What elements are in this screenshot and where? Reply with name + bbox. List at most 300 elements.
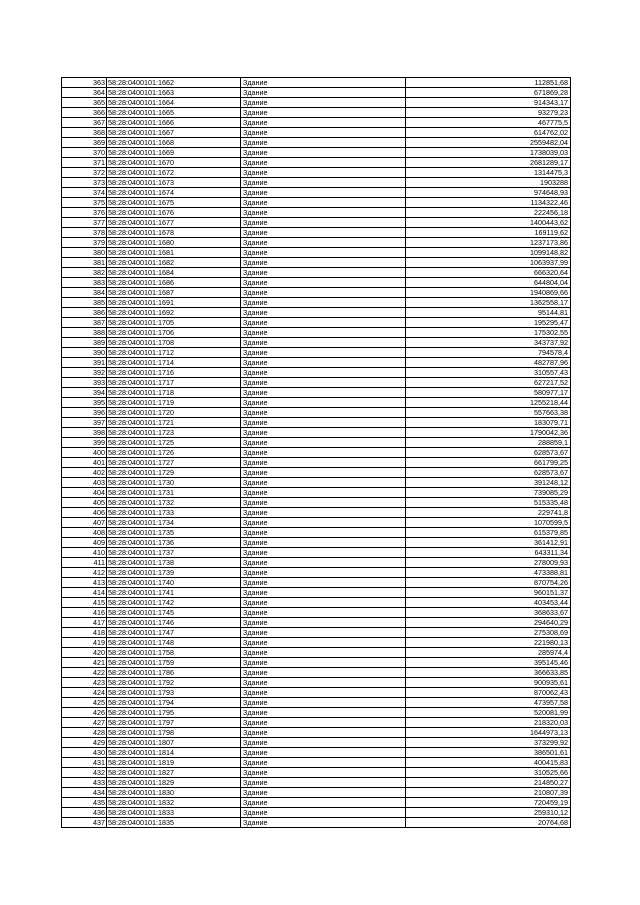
object-type: Здание <box>241 408 406 418</box>
cadastral-number: 58:28:0400101:1795 <box>107 708 241 718</box>
cadastral-number: 58:28:0400101:1682 <box>107 258 241 268</box>
cadastral-value: 2681289,17 <box>406 158 571 168</box>
row-number: 411 <box>62 558 107 568</box>
row-number: 390 <box>62 348 107 358</box>
cadastral-number: 58:28:0400101:1691 <box>107 298 241 308</box>
cadastral-value: 95144,81 <box>406 308 571 318</box>
table-row <box>62 528 571 538</box>
object-type: Здание <box>241 118 406 128</box>
object-type: Здание <box>241 78 406 88</box>
cadastral-number: 58:28:0400101:1732 <box>107 498 241 508</box>
row-number: 384 <box>62 288 107 298</box>
cadastral-value: 666320,64 <box>406 268 571 278</box>
row-number: 413 <box>62 578 107 588</box>
table-row <box>62 468 571 478</box>
cadastral-value: 614762,02 <box>406 128 571 138</box>
cadastral-value: 368633,67 <box>406 608 571 618</box>
cadastral-value: 482787,96 <box>406 358 571 368</box>
cadastral-number: 58:28:0400101:1714 <box>107 358 241 368</box>
table-row <box>62 358 571 368</box>
object-type: Здание <box>241 238 406 248</box>
cadastral-number: 58:28:0400101:1667 <box>107 128 241 138</box>
row-number: 388 <box>62 328 107 338</box>
cadastral-value: 1940869,66 <box>406 288 571 298</box>
cadastral-value: 1237173,86 <box>406 238 571 248</box>
cadastral-number: 58:28:0400101:1719 <box>107 398 241 408</box>
row-number: 365 <box>62 98 107 108</box>
cadastral-value: 615379,85 <box>406 528 571 538</box>
row-number: 372 <box>62 168 107 178</box>
cadastral-number: 58:28:0400101:1798 <box>107 728 241 738</box>
cadastral-value: 739085,29 <box>406 488 571 498</box>
table-row <box>62 598 571 608</box>
object-type: Здание <box>241 218 406 228</box>
object-type: Здание <box>241 738 406 748</box>
cadastral-number: 58:28:0400101:1665 <box>107 108 241 118</box>
cadastral-number: 58:28:0400101:1759 <box>107 658 241 668</box>
object-type: Здание <box>241 498 406 508</box>
cadastral-value: 1790042,36 <box>406 428 571 438</box>
object-type: Здание <box>241 508 406 518</box>
cadastral-value: 1362558,17 <box>406 298 571 308</box>
object-type: Здание <box>241 658 406 668</box>
cadastral-value: 386501,61 <box>406 748 571 758</box>
object-type: Здание <box>241 758 406 768</box>
table-row <box>62 498 571 508</box>
cadastral-value: 361412,91 <box>406 538 571 548</box>
table-row <box>62 368 571 378</box>
cadastral-value: 373299,92 <box>406 738 571 748</box>
table-row <box>62 648 571 658</box>
object-type: Здание <box>241 568 406 578</box>
row-number: 415 <box>62 598 107 608</box>
cadastral-number: 58:28:0400101:1736 <box>107 538 241 548</box>
object-type: Здание <box>241 818 406 828</box>
cadastral-value: 403453,44 <box>406 598 571 608</box>
cadastral-value: 175302,55 <box>406 328 571 338</box>
object-type: Здание <box>241 488 406 498</box>
row-number: 373 <box>62 178 107 188</box>
row-number: 403 <box>62 478 107 488</box>
row-number: 382 <box>62 268 107 278</box>
table-row <box>62 748 571 758</box>
object-type: Здание <box>241 138 406 148</box>
object-type: Здание <box>241 348 406 358</box>
object-type: Здание <box>241 608 406 618</box>
table-row <box>62 728 571 738</box>
row-number: 398 <box>62 428 107 438</box>
cadastral-value: 400415,83 <box>406 758 571 768</box>
object-type: Здание <box>241 648 406 658</box>
cadastral-number: 58:28:0400101:1718 <box>107 388 241 398</box>
table-row <box>62 808 571 818</box>
table-row <box>62 758 571 768</box>
table-row <box>62 148 571 158</box>
cadastral-number: 58:28:0400101:1664 <box>107 98 241 108</box>
cadastral-number: 58:28:0400101:1734 <box>107 518 241 528</box>
object-type: Здание <box>241 598 406 608</box>
cadastral-value: 870754,26 <box>406 578 571 588</box>
table-row <box>62 398 571 408</box>
cadastral-value: 214850,27 <box>406 778 571 788</box>
object-type: Здание <box>241 688 406 698</box>
cadastral-value: 310525,66 <box>406 768 571 778</box>
cadastral-number: 58:28:0400101:1669 <box>107 148 241 158</box>
table-row <box>62 558 571 568</box>
object-type: Здание <box>241 378 406 388</box>
row-number: 394 <box>62 388 107 398</box>
table-row <box>62 168 571 178</box>
cadastral-number: 58:28:0400101:1687 <box>107 288 241 298</box>
row-number: 368 <box>62 128 107 138</box>
row-number: 420 <box>62 648 107 658</box>
table-row <box>62 88 571 98</box>
cadastral-number: 58:28:0400101:1735 <box>107 528 241 538</box>
row-number: 370 <box>62 148 107 158</box>
cadastral-value: 395145,46 <box>406 658 571 668</box>
object-type: Здание <box>241 618 406 628</box>
cadastral-number: 58:28:0400101:1742 <box>107 598 241 608</box>
table-row <box>62 108 571 118</box>
table-row <box>62 588 571 598</box>
cadastral-number: 58:28:0400101:1670 <box>107 158 241 168</box>
table-row <box>62 228 571 238</box>
cadastral-value: 20764,68 <box>406 818 571 828</box>
cadastral-number: 58:28:0400101:1797 <box>107 718 241 728</box>
object-type: Здание <box>241 428 406 438</box>
cadastral-number: 58:28:0400101:1758 <box>107 648 241 658</box>
cadastral-value: 974648,93 <box>406 188 571 198</box>
table-row <box>62 378 571 388</box>
row-number: 433 <box>62 778 107 788</box>
object-type: Здание <box>241 538 406 548</box>
table-row <box>62 688 571 698</box>
cadastral-value: 285974,4 <box>406 648 571 658</box>
row-number: 375 <box>62 198 107 208</box>
cadastral-number: 58:28:0400101:1729 <box>107 468 241 478</box>
row-number: 387 <box>62 318 107 328</box>
cadastral-value: 914343,17 <box>406 98 571 108</box>
row-number: 407 <box>62 518 107 528</box>
row-number: 385 <box>62 298 107 308</box>
row-number: 395 <box>62 398 107 408</box>
table-row <box>62 568 571 578</box>
table-row <box>62 268 571 278</box>
cadastral-number: 58:28:0400101:1708 <box>107 338 241 348</box>
object-type: Здание <box>241 88 406 98</box>
cadastral-value: 661799,25 <box>406 458 571 468</box>
row-number: 404 <box>62 488 107 498</box>
cadastral-value: 112851,68 <box>406 78 571 88</box>
cadastral-number: 58:28:0400101:1668 <box>107 138 241 148</box>
cadastral-number: 58:28:0400101:1680 <box>107 238 241 248</box>
object-type: Здание <box>241 438 406 448</box>
cadastral-value: 794578,4 <box>406 348 571 358</box>
table-row <box>62 488 571 498</box>
row-number: 369 <box>62 138 107 148</box>
object-type: Здание <box>241 718 406 728</box>
row-number: 416 <box>62 608 107 618</box>
table-row <box>62 548 571 558</box>
row-number: 429 <box>62 738 107 748</box>
cadastral-number: 58:28:0400101:1712 <box>107 348 241 358</box>
object-type: Здание <box>241 478 406 488</box>
cadastral-number: 58:28:0400101:1716 <box>107 368 241 378</box>
table-row <box>62 458 571 468</box>
cadastral-number: 58:28:0400101:1792 <box>107 678 241 688</box>
cadastral-number: 58:28:0400101:1720 <box>107 408 241 418</box>
cadastral-number: 58:28:0400101:1737 <box>107 548 241 558</box>
table-row <box>62 188 571 198</box>
cadastral-number: 58:28:0400101:1717 <box>107 378 241 388</box>
cadastral-number: 58:28:0400101:1684 <box>107 268 241 278</box>
cadastral-value: 1400443,62 <box>406 218 571 228</box>
cadastral-value: 275308,69 <box>406 628 571 638</box>
cadastral-number: 58:28:0400101:1681 <box>107 248 241 258</box>
object-type: Здание <box>241 698 406 708</box>
table-row <box>62 98 571 108</box>
cadastral-number: 58:28:0400101:1723 <box>107 428 241 438</box>
table-row <box>62 718 571 728</box>
cadastral-value: 259310,12 <box>406 808 571 818</box>
object-type: Здание <box>241 748 406 758</box>
object-type: Здание <box>241 268 406 278</box>
cadastral-number: 58:28:0400101:1738 <box>107 558 241 568</box>
cadastral-value: 222456,18 <box>406 208 571 218</box>
object-type: Здание <box>241 98 406 108</box>
object-type: Здание <box>241 548 406 558</box>
cadastral-number: 58:28:0400101:1727 <box>107 458 241 468</box>
row-number: 422 <box>62 668 107 678</box>
row-number: 397 <box>62 418 107 428</box>
cadastral-number: 58:28:0400101:1662 <box>107 78 241 88</box>
table-row <box>62 388 571 398</box>
row-number: 386 <box>62 308 107 318</box>
row-number: 396 <box>62 408 107 418</box>
cadastral-number: 58:28:0400101:1807 <box>107 738 241 748</box>
row-number: 383 <box>62 278 107 288</box>
row-number: 423 <box>62 678 107 688</box>
cadastral-number: 58:28:0400101:1706 <box>107 328 241 338</box>
cadastral-number: 58:28:0400101:1733 <box>107 508 241 518</box>
object-type: Здание <box>241 358 406 368</box>
cadastral-number: 58:28:0400101:1731 <box>107 488 241 498</box>
table-row <box>62 708 571 718</box>
object-type: Здание <box>241 578 406 588</box>
cadastral-number: 58:28:0400101:1676 <box>107 208 241 218</box>
cadastral-number: 58:28:0400101:1663 <box>107 88 241 98</box>
cadastral-value: 467775,5 <box>406 118 571 128</box>
cadastral-number: 58:28:0400101:1748 <box>107 638 241 648</box>
table-row <box>62 348 571 358</box>
row-number: 417 <box>62 618 107 628</box>
cadastral-value: 210807,39 <box>406 788 571 798</box>
table-row <box>62 118 571 128</box>
cadastral-value: 628573,67 <box>406 448 571 458</box>
cadastral-number: 58:28:0400101:1675 <box>107 198 241 208</box>
table-row <box>62 628 571 638</box>
cadastral-number: 58:28:0400101:1725 <box>107 438 241 448</box>
table-row <box>62 238 571 248</box>
cadastral-value: 195295,47 <box>406 318 571 328</box>
row-number: 377 <box>62 218 107 228</box>
cadastral-number: 58:28:0400101:1692 <box>107 308 241 318</box>
object-type: Здание <box>241 558 406 568</box>
object-type: Здание <box>241 808 406 818</box>
row-number: 437 <box>62 818 107 828</box>
cadastral-number: 58:28:0400101:1833 <box>107 808 241 818</box>
row-number: 436 <box>62 808 107 818</box>
cadastral-value: 218320,03 <box>406 718 571 728</box>
object-type: Здание <box>241 628 406 638</box>
row-number: 421 <box>62 658 107 668</box>
table-row <box>62 618 571 628</box>
table-row <box>62 678 571 688</box>
row-number: 381 <box>62 258 107 268</box>
cadastral-number: 58:28:0400101:1829 <box>107 778 241 788</box>
cadastral-number: 58:28:0400101:1814 <box>107 748 241 758</box>
cadastral-value: 900935,61 <box>406 678 571 688</box>
table-row <box>62 578 571 588</box>
table-row <box>62 78 571 88</box>
table-body <box>62 78 571 828</box>
row-number: 419 <box>62 638 107 648</box>
object-type: Здание <box>241 298 406 308</box>
object-type: Здание <box>241 778 406 788</box>
row-number: 430 <box>62 748 107 758</box>
object-type: Здание <box>241 528 406 538</box>
cadastral-number: 58:28:0400101:1730 <box>107 478 241 488</box>
table-row <box>62 308 571 318</box>
cadastral-value: 628573,67 <box>406 468 571 478</box>
cadastral-value: 520081,99 <box>406 708 571 718</box>
table-row <box>62 788 571 798</box>
table-row <box>62 198 571 208</box>
table-row <box>62 638 571 648</box>
table-row <box>62 258 571 268</box>
table-row <box>62 658 571 668</box>
row-number: 412 <box>62 568 107 578</box>
cadastral-number: 58:28:0400101:1677 <box>107 218 241 228</box>
cadastral-value: 557663,38 <box>406 408 571 418</box>
object-type: Здание <box>241 178 406 188</box>
cadastral-number: 58:28:0400101:1674 <box>107 188 241 198</box>
table-row <box>62 208 571 218</box>
cadastral-value: 515335,48 <box>406 498 571 508</box>
object-type: Здание <box>241 168 406 178</box>
cadastral-value: 643311,34 <box>406 548 571 558</box>
row-number: 392 <box>62 368 107 378</box>
object-type: Здание <box>241 228 406 238</box>
row-number: 380 <box>62 248 107 258</box>
cadastral-number: 58:28:0400101:1673 <box>107 178 241 188</box>
row-number: 427 <box>62 718 107 728</box>
table-row <box>62 248 571 258</box>
cadastral-number: 58:28:0400101:1726 <box>107 448 241 458</box>
object-type: Здание <box>241 328 406 338</box>
table-row <box>62 428 571 438</box>
table-row <box>62 328 571 338</box>
table-row <box>62 668 571 678</box>
cadastral-value: 169119,62 <box>406 228 571 238</box>
cadastral-value: 366633,85 <box>406 668 571 678</box>
object-type: Здание <box>241 678 406 688</box>
table-row <box>62 608 571 618</box>
table-row <box>62 798 571 808</box>
cadastral-value: 278009,93 <box>406 558 571 568</box>
row-number: 428 <box>62 728 107 738</box>
row-number: 406 <box>62 508 107 518</box>
data-table <box>61 77 571 828</box>
row-number: 363 <box>62 78 107 88</box>
object-type: Здание <box>241 768 406 778</box>
row-number: 401 <box>62 458 107 468</box>
object-type: Здание <box>241 248 406 258</box>
cadastral-value: 229741,8 <box>406 508 571 518</box>
row-number: 389 <box>62 338 107 348</box>
object-type: Здание <box>241 128 406 138</box>
cadastral-value: 627217,52 <box>406 378 571 388</box>
object-type: Здание <box>241 398 406 408</box>
row-number: 378 <box>62 228 107 238</box>
cadastral-number: 58:28:0400101:1666 <box>107 118 241 128</box>
cadastral-value: 294640,29 <box>406 618 571 628</box>
table-row <box>62 338 571 348</box>
table-row <box>62 408 571 418</box>
table-row <box>62 298 571 308</box>
object-type: Здание <box>241 318 406 328</box>
cadastral-value: 2559482,04 <box>406 138 571 148</box>
cadastral-number: 58:28:0400101:1793 <box>107 688 241 698</box>
table-row <box>62 538 571 548</box>
object-type: Здание <box>241 338 406 348</box>
object-type: Здание <box>241 258 406 268</box>
cadastral-value: 580977,17 <box>406 388 571 398</box>
table-row <box>62 738 571 748</box>
object-type: Здание <box>241 518 406 528</box>
row-number: 367 <box>62 118 107 128</box>
table-row <box>62 418 571 428</box>
cadastral-number: 58:28:0400101:1739 <box>107 568 241 578</box>
object-type: Здание <box>241 308 406 318</box>
object-type: Здание <box>241 788 406 798</box>
row-number: 435 <box>62 798 107 808</box>
cadastral-value: 671869,28 <box>406 88 571 98</box>
cadastral-number: 58:28:0400101:1819 <box>107 758 241 768</box>
row-number: 402 <box>62 468 107 478</box>
cadastral-value: 870062,43 <box>406 688 571 698</box>
cadastral-value: 960151,37 <box>406 588 571 598</box>
cadastral-number: 58:28:0400101:1740 <box>107 578 241 588</box>
row-number: 374 <box>62 188 107 198</box>
row-number: 364 <box>62 88 107 98</box>
cadastral-value: 473388,81 <box>406 568 571 578</box>
cadastral-value: 221980,13 <box>406 638 571 648</box>
object-type: Здание <box>241 728 406 738</box>
object-type: Здание <box>241 278 406 288</box>
cadastral-value: 310557,43 <box>406 368 571 378</box>
row-number: 434 <box>62 788 107 798</box>
object-type: Здание <box>241 418 406 428</box>
table-row <box>62 768 571 778</box>
table-row <box>62 778 571 788</box>
object-type: Здание <box>241 108 406 118</box>
object-type: Здание <box>241 188 406 198</box>
table-row <box>62 698 571 708</box>
cadastral-value: 644804,04 <box>406 278 571 288</box>
row-number: 414 <box>62 588 107 598</box>
table-row <box>62 478 571 488</box>
